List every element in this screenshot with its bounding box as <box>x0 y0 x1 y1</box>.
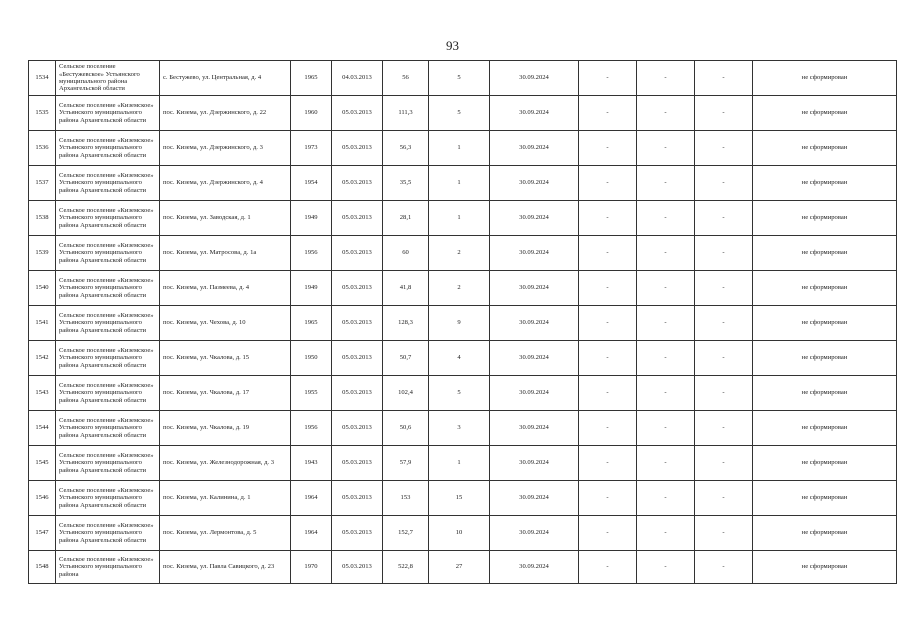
dash-cell: - <box>579 516 637 551</box>
residents-cell: 5 <box>429 96 490 131</box>
area-cell: 35,5 <box>383 166 429 201</box>
table-row <box>29 446 897 481</box>
residents-cell: 5 <box>429 61 490 96</box>
build-year-cell: 1965 <box>291 61 332 96</box>
relocation-deadline-cell: 30.09.2024 <box>490 271 579 306</box>
emergency-date-cell: 05.03.2013 <box>332 271 383 306</box>
emergency-date-cell: 05.03.2013 <box>332 306 383 341</box>
status-cell: не сформирован <box>753 551 897 584</box>
dash-cell: - <box>695 306 753 341</box>
row-number-cell: 1538 <box>29 201 56 236</box>
dash-cell: - <box>637 516 695 551</box>
status-cell: не сформирован <box>753 516 897 551</box>
emergency-date-cell: 05.03.2013 <box>332 551 383 584</box>
dash-cell: - <box>579 96 637 131</box>
dash-cell: - <box>579 201 637 236</box>
address-cell: пос. Кизема, ул. Железнодорожная, д. 3 <box>160 446 291 481</box>
dash-cell: - <box>637 446 695 481</box>
address-cell: пос. Кизема, ул. Пазмеева, д. 4 <box>160 271 291 306</box>
relocation-deadline-cell: 30.09.2024 <box>490 131 579 166</box>
residents-cell: 4 <box>429 341 490 376</box>
dash-cell: - <box>695 131 753 166</box>
dash-cell: - <box>579 446 637 481</box>
row-number-cell: 1543 <box>29 376 56 411</box>
address-cell: пос. Кизема, ул. Дзержинского, д. 3 <box>160 131 291 166</box>
dash-cell: - <box>695 96 753 131</box>
row-number-cell: 1544 <box>29 411 56 446</box>
area-cell: 56 <box>383 61 429 96</box>
residents-cell: 1 <box>429 166 490 201</box>
table-row <box>29 271 897 306</box>
dash-cell: - <box>637 61 695 96</box>
address-cell: пос. Кизема, ул. Чехова, д. 10 <box>160 306 291 341</box>
area-cell: 60 <box>383 236 429 271</box>
emergency-date-cell: 05.03.2013 <box>332 236 383 271</box>
municipality-cell: Сельское поселение «Киземское» Устьянского муниципального района Архангельской области <box>56 236 160 271</box>
municipality-cell: Сельское поселение «Киземское» Устьянского муниципального района Архангельской области <box>56 201 160 236</box>
relocation-deadline-cell: 30.09.2024 <box>490 551 579 584</box>
table-row <box>29 551 897 584</box>
build-year-cell: 1964 <box>291 516 332 551</box>
emergency-date-cell: 05.03.2013 <box>332 341 383 376</box>
area-cell: 111,3 <box>383 96 429 131</box>
emergency-date-cell: 05.03.2013 <box>332 201 383 236</box>
table-row <box>29 411 897 446</box>
address-cell: пос. Кизема, ул. Калинина, д. 1 <box>160 481 291 516</box>
row-number-cell: 1537 <box>29 166 56 201</box>
address-cell: с. Бестужево, ул. Центральная, д. 4 <box>160 61 291 96</box>
build-year-cell: 1950 <box>291 341 332 376</box>
dash-cell: - <box>579 481 637 516</box>
build-year-cell: 1973 <box>291 131 332 166</box>
status-cell: не сформирован <box>753 166 897 201</box>
relocation-deadline-cell: 30.09.2024 <box>490 516 579 551</box>
dash-cell: - <box>695 411 753 446</box>
dash-cell: - <box>637 376 695 411</box>
status-cell: не сформирован <box>753 271 897 306</box>
build-year-cell: 1964 <box>291 481 332 516</box>
status-cell: не сформирован <box>753 306 897 341</box>
table-row <box>29 61 897 96</box>
emergency-date-cell: 05.03.2013 <box>332 376 383 411</box>
address-cell: пос. Кизема, ул. Чкалова, д. 15 <box>160 341 291 376</box>
dash-cell: - <box>695 341 753 376</box>
municipality-cell: Сельское поселение «Киземское» Устьянского муниципального района Архангельской области <box>56 446 160 481</box>
build-year-cell: 1949 <box>291 271 332 306</box>
address-cell: пос. Кизема, ул. Чкалова, д. 17 <box>160 376 291 411</box>
build-year-cell: 1956 <box>291 411 332 446</box>
residents-cell: 1 <box>429 446 490 481</box>
municipality-cell: Сельское поселение «Киземское» Устьянского муниципального района Архангельской области <box>56 131 160 166</box>
dash-cell: - <box>637 271 695 306</box>
dash-cell: - <box>637 551 695 584</box>
dash-cell: - <box>637 201 695 236</box>
municipality-cell: Сельское поселение «Киземское» Устьянского муниципального района Архангельской области <box>56 341 160 376</box>
row-number-cell: 1541 <box>29 306 56 341</box>
municipality-cell: Сельское поселение «Киземское» Устьянского муниципального района Архангельской области <box>56 411 160 446</box>
table-row <box>29 481 897 516</box>
address-cell: пос. Кизема, ул. Лермонтова, д. 5 <box>160 516 291 551</box>
residents-cell: 9 <box>429 306 490 341</box>
dash-cell: - <box>695 236 753 271</box>
status-cell: не сформирован <box>753 481 897 516</box>
residents-cell: 1 <box>429 201 490 236</box>
relocation-deadline-cell: 30.09.2024 <box>490 411 579 446</box>
emergency-date-cell: 04.03.2013 <box>332 61 383 96</box>
table-row <box>29 306 897 341</box>
address-cell: пос. Кизема, ул. Заводская, д. 1 <box>160 201 291 236</box>
relocation-deadline-cell: 30.09.2024 <box>490 166 579 201</box>
emergency-date-cell: 05.03.2013 <box>332 131 383 166</box>
dash-cell: - <box>695 166 753 201</box>
row-number-cell: 1534 <box>29 61 56 96</box>
row-number-cell: 1547 <box>29 516 56 551</box>
dash-cell: - <box>695 376 753 411</box>
dash-cell: - <box>637 341 695 376</box>
build-year-cell: 1949 <box>291 201 332 236</box>
emergency-date-cell: 05.03.2013 <box>332 96 383 131</box>
row-number-cell: 1535 <box>29 96 56 131</box>
residents-cell: 15 <box>429 481 490 516</box>
relocation-deadline-cell: 30.09.2024 <box>490 236 579 271</box>
dash-cell: - <box>637 96 695 131</box>
dash-cell: - <box>637 411 695 446</box>
status-cell: не сформирован <box>753 201 897 236</box>
row-number-cell: 1545 <box>29 446 56 481</box>
relocation-deadline-cell: 30.09.2024 <box>490 306 579 341</box>
area-cell: 522,8 <box>383 551 429 584</box>
municipality-cell: Сельское поселение «Киземское» Устьянского муниципального района Архангельской области <box>56 166 160 201</box>
dash-cell: - <box>637 166 695 201</box>
status-cell: не сформирован <box>753 341 897 376</box>
area-cell: 50,7 <box>383 341 429 376</box>
dash-cell: - <box>579 551 637 584</box>
dash-cell: - <box>579 166 637 201</box>
build-year-cell: 1955 <box>291 376 332 411</box>
municipality-cell: Сельское поселение «Киземское» Устьянского муниципального района Архангельской области <box>56 306 160 341</box>
relocation-deadline-cell: 30.09.2024 <box>490 61 579 96</box>
status-cell: не сформирован <box>753 446 897 481</box>
emergency-date-cell: 05.03.2013 <box>332 446 383 481</box>
table-row <box>29 376 897 411</box>
status-cell: не сформирован <box>753 411 897 446</box>
relocation-deadline-cell: 30.09.2024 <box>490 376 579 411</box>
area-cell: 153 <box>383 481 429 516</box>
table-row <box>29 236 897 271</box>
build-year-cell: 1970 <box>291 551 332 584</box>
row-number-cell: 1536 <box>29 131 56 166</box>
residents-cell: 3 <box>429 411 490 446</box>
address-cell: пос. Кизема, ул. Дзержинского, д. 22 <box>160 96 291 131</box>
status-cell: не сформирован <box>753 61 897 96</box>
address-cell: пос. Кизема, ул. Павла Савицкого, д. 23 <box>160 551 291 584</box>
relocation-deadline-cell: 30.09.2024 <box>490 446 579 481</box>
relocation-deadline-cell: 30.09.2024 <box>490 481 579 516</box>
dash-cell: - <box>695 271 753 306</box>
build-year-cell: 1954 <box>291 166 332 201</box>
build-year-cell: 1943 <box>291 446 332 481</box>
dash-cell: - <box>695 201 753 236</box>
table-row <box>29 341 897 376</box>
status-cell: не сформирован <box>753 131 897 166</box>
residents-cell: 1 <box>429 131 490 166</box>
municipality-cell: Сельское поселение «Киземское» Устьянского муниципального района Архангельской области <box>56 481 160 516</box>
area-cell: 57,9 <box>383 446 429 481</box>
municipality-cell: Сельское поселение «Бестужевское» Устьянского муниципального района Архангельской области <box>56 61 160 96</box>
table-row <box>29 201 897 236</box>
row-number-cell: 1548 <box>29 551 56 584</box>
status-cell: не сформирован <box>753 96 897 131</box>
address-cell: пос. Кизема, ул. Чкалова, д. 19 <box>160 411 291 446</box>
dash-cell: - <box>579 341 637 376</box>
municipality-cell: Сельское поселение «Киземское» Устьянского муниципального района Архангельской области <box>56 271 160 306</box>
emergency-date-cell: 05.03.2013 <box>332 166 383 201</box>
dash-cell: - <box>637 236 695 271</box>
row-number-cell: 1542 <box>29 341 56 376</box>
dash-cell: - <box>579 236 637 271</box>
build-year-cell: 1965 <box>291 306 332 341</box>
dash-cell: - <box>695 551 753 584</box>
residents-cell: 2 <box>429 236 490 271</box>
emergency-date-cell: 05.03.2013 <box>332 516 383 551</box>
address-cell: пос. Кизема, ул. Матросова, д. 1а <box>160 236 291 271</box>
dash-cell: - <box>579 271 637 306</box>
table-row <box>29 166 897 201</box>
municipality-cell: Сельское поселение «Киземское» Устьянского муниципального района <box>56 551 160 584</box>
dash-cell: - <box>695 516 753 551</box>
housing-registry-table <box>28 60 897 584</box>
emergency-date-cell: 05.03.2013 <box>332 481 383 516</box>
dash-cell: - <box>637 481 695 516</box>
area-cell: 128,3 <box>383 306 429 341</box>
area-cell: 28,1 <box>383 201 429 236</box>
municipality-cell: Сельское поселение «Киземское» Устьянского муниципального района Архангельской области <box>56 376 160 411</box>
dash-cell: - <box>579 411 637 446</box>
dash-cell: - <box>695 481 753 516</box>
dash-cell: - <box>579 131 637 166</box>
municipality-cell: Сельское поселение «Киземское» Устьянского муниципального района Архангельской области <box>56 96 160 131</box>
relocation-deadline-cell: 30.09.2024 <box>490 96 579 131</box>
municipality-cell: Сельское поселение «Киземское» Устьянского муниципального района Архангельской области <box>56 516 160 551</box>
status-cell: не сформирован <box>753 236 897 271</box>
dash-cell: - <box>695 61 753 96</box>
dash-cell: - <box>579 376 637 411</box>
residents-cell: 2 <box>429 271 490 306</box>
relocation-deadline-cell: 30.09.2024 <box>490 201 579 236</box>
relocation-deadline-cell: 30.09.2024 <box>490 341 579 376</box>
area-cell: 152,7 <box>383 516 429 551</box>
page-number: 93 <box>446 38 459 53</box>
row-number-cell: 1539 <box>29 236 56 271</box>
build-year-cell: 1956 <box>291 236 332 271</box>
table-row <box>29 96 897 131</box>
dash-cell: - <box>579 306 637 341</box>
row-number-cell: 1546 <box>29 481 56 516</box>
status-cell: не сформирован <box>753 376 897 411</box>
dash-cell: - <box>695 446 753 481</box>
dash-cell: - <box>637 131 695 166</box>
residents-cell: 5 <box>429 376 490 411</box>
residents-cell: 10 <box>429 516 490 551</box>
area-cell: 50,6 <box>383 411 429 446</box>
build-year-cell: 1960 <box>291 96 332 131</box>
residents-cell: 27 <box>429 551 490 584</box>
emergency-date-cell: 05.03.2013 <box>332 411 383 446</box>
area-cell: 56,3 <box>383 131 429 166</box>
table-row <box>29 131 897 166</box>
dash-cell: - <box>637 306 695 341</box>
row-number-cell: 1540 <box>29 271 56 306</box>
table-row <box>29 516 897 551</box>
dash-cell: - <box>579 61 637 96</box>
address-cell: пос. Кизема, ул. Дзержинского, д. 4 <box>160 166 291 201</box>
area-cell: 41,8 <box>383 271 429 306</box>
area-cell: 102,4 <box>383 376 429 411</box>
